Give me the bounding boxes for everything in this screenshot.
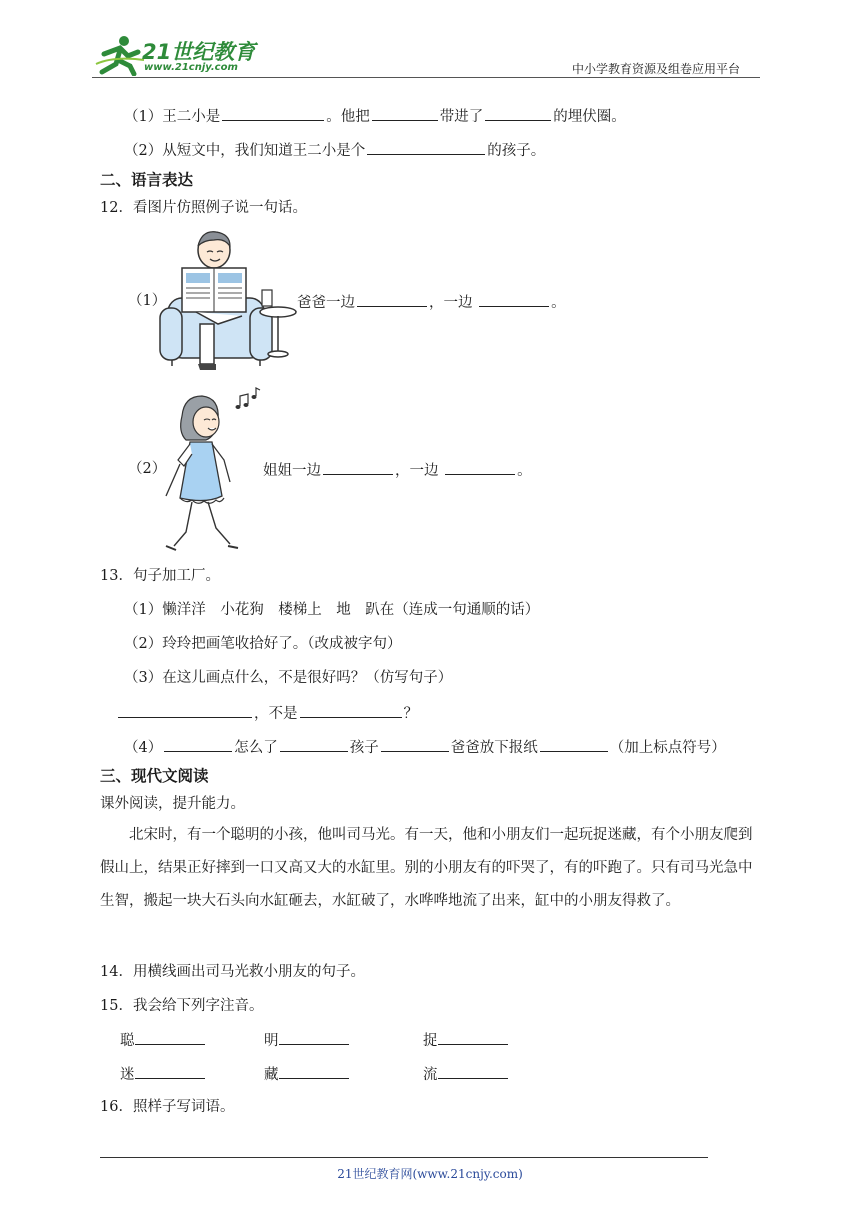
- answer-blank[interactable]: [367, 139, 485, 155]
- answer-blank[interactable]: [479, 291, 549, 307]
- runner-logo-icon: [94, 34, 146, 76]
- q13-sub-2: （2）玲玲把画笔收拾好了。（改成被字句）: [124, 636, 402, 652]
- header-divider: [92, 77, 760, 78]
- pinyin-item: 捉: [423, 1029, 510, 1051]
- answer-blank[interactable]: [381, 736, 449, 752]
- pinyin-item: 藏: [264, 1063, 351, 1085]
- logo-main-text: 21世纪教育: [142, 40, 256, 64]
- q11-line-1: （1）王二小是 。他把 带进了 的埋伏圈。: [124, 105, 626, 127]
- pinyin-item: 聪: [120, 1029, 207, 1051]
- pinyin-item: 明: [264, 1029, 351, 1051]
- answer-blank[interactable]: [485, 105, 551, 121]
- platform-name: 中小学教育资源及组卷应用平台: [572, 62, 741, 76]
- q11-line-2: （2）从短文中，我们知道王二小是个 的孩子。: [124, 139, 545, 161]
- answer-blank[interactable]: [540, 736, 608, 752]
- pinyin-blank[interactable]: [279, 1029, 349, 1045]
- footer-divider: [100, 1157, 708, 1158]
- q12-item-1-sentence: 爸爸一边 ，一边 。: [297, 291, 566, 313]
- q13-sub-1: （1）懒洋洋 小花狗 楼梯上 地 趴在（连成一句通顺的话）: [124, 602, 540, 618]
- q14-stem: 14．用横线画出司马光救小朋友的句子。: [100, 964, 365, 980]
- q13-sub-3-answer: ，不是 ？: [118, 702, 418, 724]
- answer-blank[interactable]: [323, 459, 393, 475]
- answer-blank[interactable]: [300, 702, 402, 718]
- pinyin-item: 迷: [120, 1063, 207, 1085]
- answer-blank[interactable]: [280, 736, 348, 752]
- q13-sub-3: （3）在这儿画点什么，不是很好吗？（仿写句子）: [124, 670, 453, 686]
- pinyin-blank[interactable]: [279, 1063, 349, 1079]
- reading-passage: 北宋时，有一个聪明的小孩，他叫司马光。有一天，他和小朋友们一起玩捉迷藏，有个小朋友爬到假山上，结果正好摔到一口又高又大的水缸里。别的小朋友有的吓哭了，有的吓跑了。只有司马光急中生智，搬起一块大石头向水缸砸去，水缸破了，水哗哗地流了出来，缸中的小朋友得救了。: [100, 827, 753, 909]
- header-logo: [94, 34, 264, 78]
- pinyin-blank[interactable]: [438, 1029, 508, 1045]
- answer-blank[interactable]: [445, 459, 515, 475]
- logo-sub-text: www.21cnjy.com: [144, 62, 238, 73]
- answer-blank[interactable]: [118, 702, 252, 718]
- q13-sub-4: （4） 怎么了 孩子 爸爸放下报纸 （加上标点符号）: [124, 736, 726, 758]
- footer-site: 21世纪教育网(www.21cnjy.com): [337, 1167, 523, 1181]
- q12-item-2-sentence: 姐姐一边 ，一边 。: [263, 459, 532, 481]
- pinyin-blank[interactable]: [135, 1029, 205, 1045]
- q12-item-2: （2）: [128, 461, 167, 477]
- q12-item-1: （1）: [128, 293, 167, 309]
- section-2-title: 二、语言表达: [100, 171, 194, 189]
- q13-stem: 13．句子加工厂。: [100, 568, 220, 584]
- reading-intro: 课外阅读，提升能力。: [100, 796, 245, 812]
- answer-blank[interactable]: [372, 105, 438, 121]
- answer-blank[interactable]: [222, 105, 324, 121]
- pinyin-blank[interactable]: [135, 1063, 205, 1079]
- sister-singing-walking-image: [156, 386, 266, 552]
- section-3-title: 三、现代文阅读: [100, 767, 209, 785]
- pinyin-item: 流: [423, 1063, 510, 1085]
- answer-blank[interactable]: [164, 736, 232, 752]
- pinyin-blank[interactable]: [438, 1063, 508, 1079]
- q12-stem: 12．看图片仿照例子说一句话。: [100, 200, 307, 216]
- q15-stem: 15．我会给下列字注音。: [100, 998, 264, 1014]
- answer-blank[interactable]: [357, 291, 427, 307]
- dad-reading-newspaper-image: [158, 228, 300, 370]
- q16-stem: 16．照样子写词语。: [100, 1099, 235, 1115]
